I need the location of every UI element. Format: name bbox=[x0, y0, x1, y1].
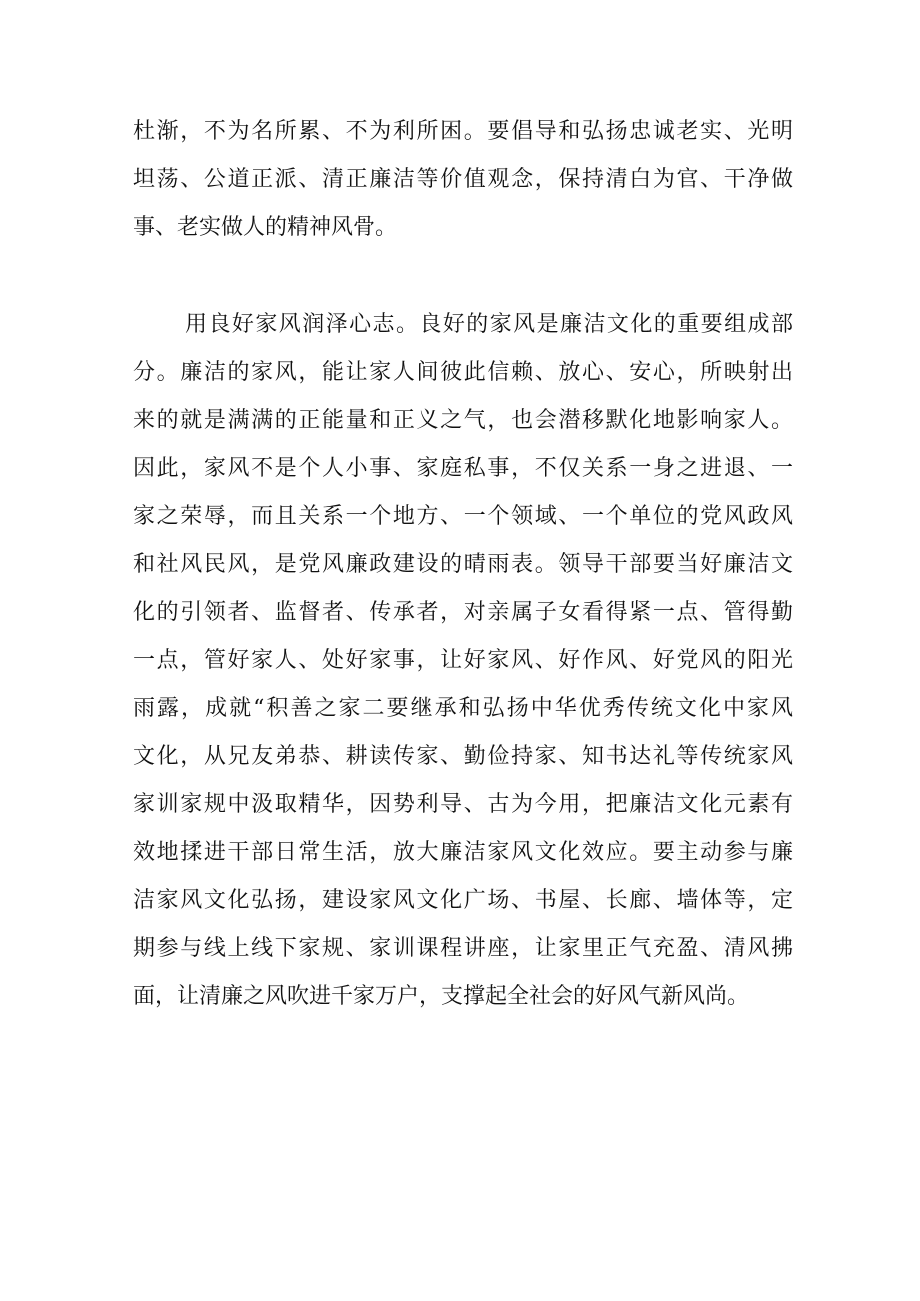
paragraph-2-line-13: 洁家风文化弘扬，建设家风文化广场、书屋、长廊、墙体等，定 bbox=[133, 888, 793, 913]
paragraph-2-line-6: 和社风民风，是党风廉政建设的晴雨表。领导干部要当好廉洁文 bbox=[133, 552, 793, 577]
paragraph-2-line-8: 一点，管好家人、处好家事，让好家风、好作风、好党风的阳光 bbox=[133, 648, 793, 673]
paragraph-2-line-1: 用良好家风润泽心志。良好的家风是廉洁文化的重要组成部 bbox=[185, 312, 793, 337]
paragraph-1-line-3: 事、老实做人的精神风骨。 bbox=[133, 215, 398, 240]
paragraph-2-line-12: 效地揉进干部日常生活，放大廉洁家风文化效应。要主动参与廉 bbox=[133, 840, 793, 865]
paragraph-2-line-10: 文化，从兄友弟恭、耕读传家、勤俭持家、知书达礼等传统家风 bbox=[133, 744, 793, 769]
paragraph-2-line-3: 来的就是满满的正能量和正义之气，也会潜移默化地影响家人。 bbox=[133, 408, 793, 433]
paragraph-2-line-4: 因此，家风不是个人小事、家庭私事，不仅关系一身之进退、一 bbox=[133, 456, 793, 481]
paragraph-2-line-2: 分。廉洁的家风，能让家人间彼此信赖、放心、安心，所映射出 bbox=[133, 360, 793, 385]
paragraph-2-line-14: 期参与线上线下家规、家训课程讲座，让家里正气充盈、清风拂 bbox=[133, 936, 793, 961]
paragraph-2-line-15: 面，让清廉之风吹进千家万户，支撑起全社会的好风气新风尚。 bbox=[133, 984, 750, 1009]
paragraph-2-line-5: 家之荣辱，而且关系一个地方、一个领域、一个单位的党风政风 bbox=[133, 504, 793, 529]
paragraph-2-line-11: 家训家规中汲取精华，因势利导、古为今用，把廉洁文化元素有 bbox=[133, 792, 793, 817]
paragraph-1-line-2: 坦荡、公道正派、清正廉洁等价值观念，保持清白为官、干净做 bbox=[133, 167, 793, 192]
paragraph-2-line-7: 化的引领者、监督者、传承者，对亲属子女看得紧一点、管得勤 bbox=[133, 600, 793, 625]
paragraph-2-line-9: 雨露，成就“积善之家二要继承和弘扬中华优秀传统文化中家风 bbox=[133, 696, 793, 721]
paragraph-1-line-1: 杜渐，不为名所累、不为利所困。要倡导和弘扬忠诚老实、光明 bbox=[133, 119, 793, 144]
